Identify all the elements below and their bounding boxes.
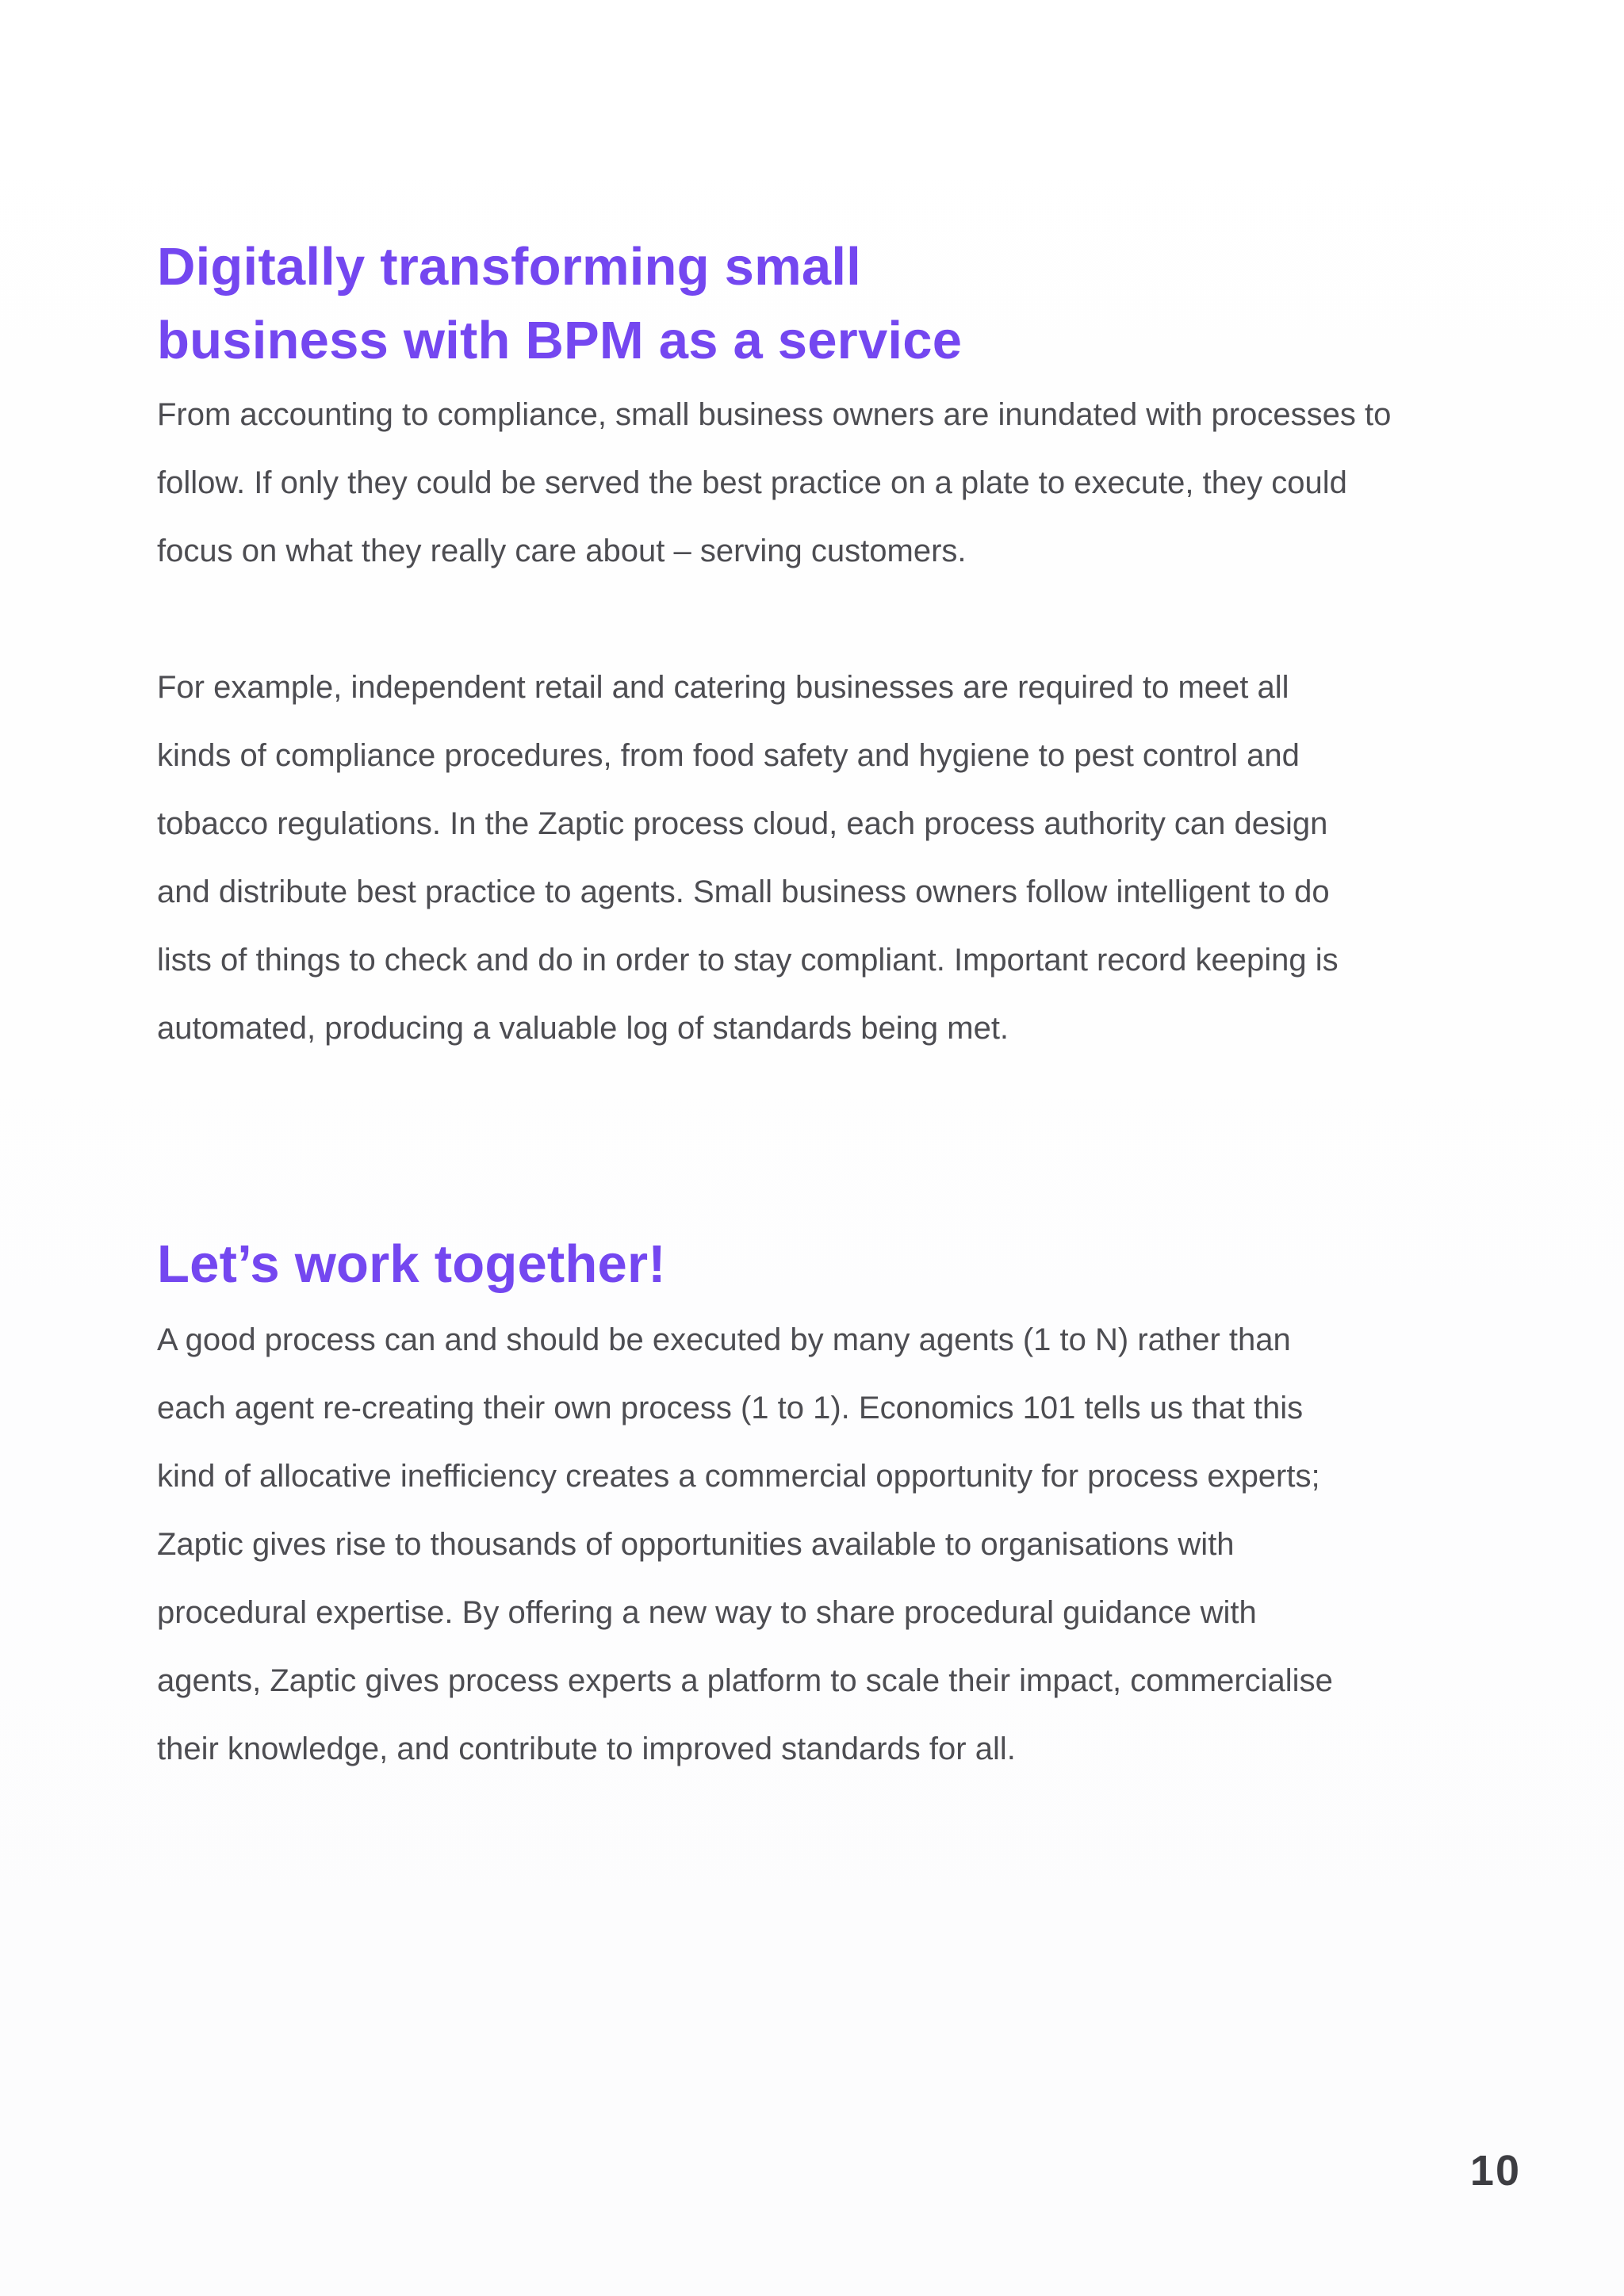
section-heading bbox=[157, 1227, 1457, 1301]
section-heading bbox=[157, 230, 1457, 377]
text-line: follow. If only they could be served the best practice on a plate to execute, they could bbox=[157, 465, 1347, 500]
body-paragraph bbox=[157, 653, 1457, 1062]
section-work-together bbox=[157, 1227, 1457, 1783]
heading-line: Digitally transforming small bbox=[157, 237, 861, 297]
text-line: automated, producing a valuable log of standards being met. bbox=[157, 1011, 1009, 1046]
body-paragraph bbox=[157, 381, 1457, 585]
text-line: tobacco regulations. In the Zaptic process cloud, each process authority can design bbox=[157, 806, 1328, 841]
text-line: kinds of compliance procedures, from food safety and hygiene to pest control and bbox=[157, 738, 1300, 773]
text-line: For example, independent retail and catering businesses are required to meet all bbox=[157, 670, 1289, 705]
heading-line: business with BPM as a service bbox=[157, 311, 963, 370]
text-line: focus on what they really care about – serving customers. bbox=[157, 534, 967, 568]
body-paragraph bbox=[157, 1306, 1457, 1783]
text-line: agents, Zaptic gives process experts a platform to scale their impact, commercialise bbox=[157, 1663, 1333, 1698]
page-number: 10 bbox=[1469, 2147, 1521, 2195]
text-line: kind of allocative inefficiency creates a commercial opportunity for process experts; bbox=[157, 1459, 1320, 1494]
text-line: their knowledge, and contribute to improved standards for all. bbox=[157, 1732, 1016, 1766]
section-bpm-as-a-service bbox=[157, 230, 1457, 1062]
page-content bbox=[157, 230, 1457, 1783]
text-line: and distribute best practice to agents. Small business owners follow intelligent to do bbox=[157, 874, 1330, 909]
text-line: procedural expertise. By offering a new way to share procedural guidance with bbox=[157, 1595, 1257, 1630]
text-line: lists of things to check and do in order to stay compliant. Important record keeping is bbox=[157, 943, 1339, 978]
text-line: Zaptic gives rise to thousands of opportunities available to organisations with bbox=[157, 1527, 1235, 1562]
text-line: From accounting to compliance, small business owners are inundated with processes to bbox=[157, 397, 1392, 432]
text-line: A good process can and should be executed by many agents (1 to N) rather than bbox=[157, 1322, 1291, 1357]
text-line: each agent re-creating their own process (1 to 1). Economics 101 tells us that this bbox=[157, 1391, 1304, 1425]
heading-line: Let’s work together! bbox=[157, 1234, 666, 1294]
